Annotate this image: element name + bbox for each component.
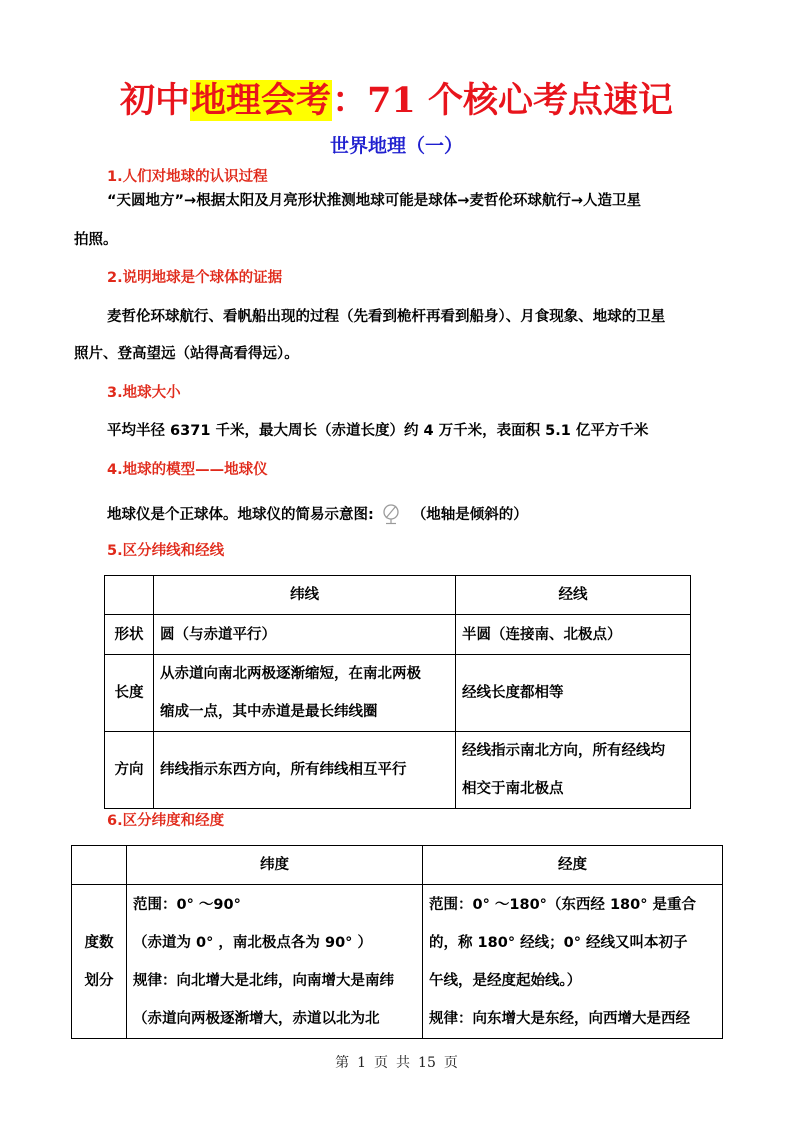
table-cell [456,615,691,655]
table-row [105,615,691,655]
table-corner [72,846,127,885]
cell-line: 从赤道向南北两极逐渐缩短，在南北两极 [160,666,421,682]
title-suffix: ：71 个核心考点速记 [332,80,673,121]
cell-line: 相交于南北极点 [462,781,564,797]
table-corner [105,576,154,615]
cell-line: 经线指示南北方向，所有经线均 [462,743,665,759]
s3-line1: 平均半径 6371 千米，最大周长（赤道长度）约 4 万千米，表面积 5.1 亿平方千米 [107,423,649,439]
table-cell [423,885,723,1039]
total-pages: 15 [418,1055,436,1071]
heading-2: 2.说明地球是个球体的证据 [107,270,283,286]
page-number: 1 [357,1055,367,1071]
title-prefix: 初中 [120,80,191,121]
table-cell [456,655,691,732]
cell-line: （赤道为 0° ，南北极点各为 90° ） [133,934,372,951]
footer-di: 第 [335,1055,350,1071]
cell-line: 午线，是经度起始线。） [429,972,582,989]
page-title [0,76,793,126]
header-longitude: 经度 [423,846,723,885]
heading-5: 5.区分纬线和经线 [107,543,225,559]
s2-line2: 照片、登高望远（站得高看得远）。 [74,346,299,362]
footer-gong: 共 [396,1055,411,1071]
row-label [72,885,127,1039]
globe-icon [380,503,402,525]
header-meridian: 经线 [456,576,691,615]
latlon-degree-table [71,845,723,1039]
s4-line1 [107,503,528,525]
cell-line: 经线长度都相等 [462,685,564,701]
cell-line: 划分 [84,972,114,989]
header-weft: 纬线 [154,576,456,615]
cell-line: 缩成一点，其中赤道是最长纬线圈 [160,704,378,720]
cell-line: 圆（与赤道平行） [160,626,276,643]
cell-line: 的，称 180° 经线；0° 经线又叫本初子 [429,934,688,951]
table-cell [154,655,456,732]
table-row [105,576,691,615]
table-cell [154,615,456,655]
title-highlight: 地理会考 [191,80,332,121]
heading-6: 6.区分纬度和经度 [107,813,225,829]
header-latitude: 纬度 [127,846,423,885]
table-row [105,732,691,809]
cell-line: （赤道向两极逐渐增大，赤道以北为北 [133,1010,380,1027]
s4-text-after: （地轴是倾斜的） [411,507,528,523]
table-row [105,655,691,732]
heading-1: 1.人们对地球的认识过程 [107,169,268,185]
s2-line1: 麦哲伦环球航行、看帆船出现的过程（先看到桅杆再看到船身）、月食现象、地球的卫星 [107,309,666,325]
row-label: 长度 [105,655,154,732]
table-row [72,846,723,885]
cell-line: 范围：0° ～180°（东西经 180° 是重合 [429,896,697,913]
table-cell [154,732,456,809]
heading-3: 3.地球大小 [107,385,181,401]
cell-line: 半圆（连接南、北极点） [462,626,622,643]
latlon-lines-table [104,575,691,809]
s1-line1: “天圆地方”→根据太阳及月亮形状推测地球可能是球体→麦哲伦环球航行→人造卫星 [107,193,642,209]
footer-ye2: 页 [443,1055,458,1071]
footer-ye: 页 [374,1055,389,1071]
page-footer [0,1052,793,1072]
heading-4: 4.地球的模型——地球仪 [107,462,268,478]
s1-line2: 拍照。 [74,232,118,248]
table-cell [456,732,691,809]
cell-line: 纬线指示东西方向，所有纬线相互平行 [160,762,407,778]
table-cell [127,885,423,1039]
cell-line: 范围：0° ～90° [133,896,241,913]
cell-line: 规律：向东增大是东经，向西增大是西经 [429,1010,690,1027]
cell-line: 度数 [84,934,114,951]
table-row [72,885,723,1039]
row-label: 方向 [105,732,154,809]
section-subtitle: 世界地理（一） [329,135,463,157]
cell-line: 规律：向北增大是北纬，向南增大是南纬 [133,972,394,989]
s4-text-before: 地球仪是个正球体。地球仪的简易示意图: [107,507,374,523]
row-label: 形状 [105,615,154,655]
